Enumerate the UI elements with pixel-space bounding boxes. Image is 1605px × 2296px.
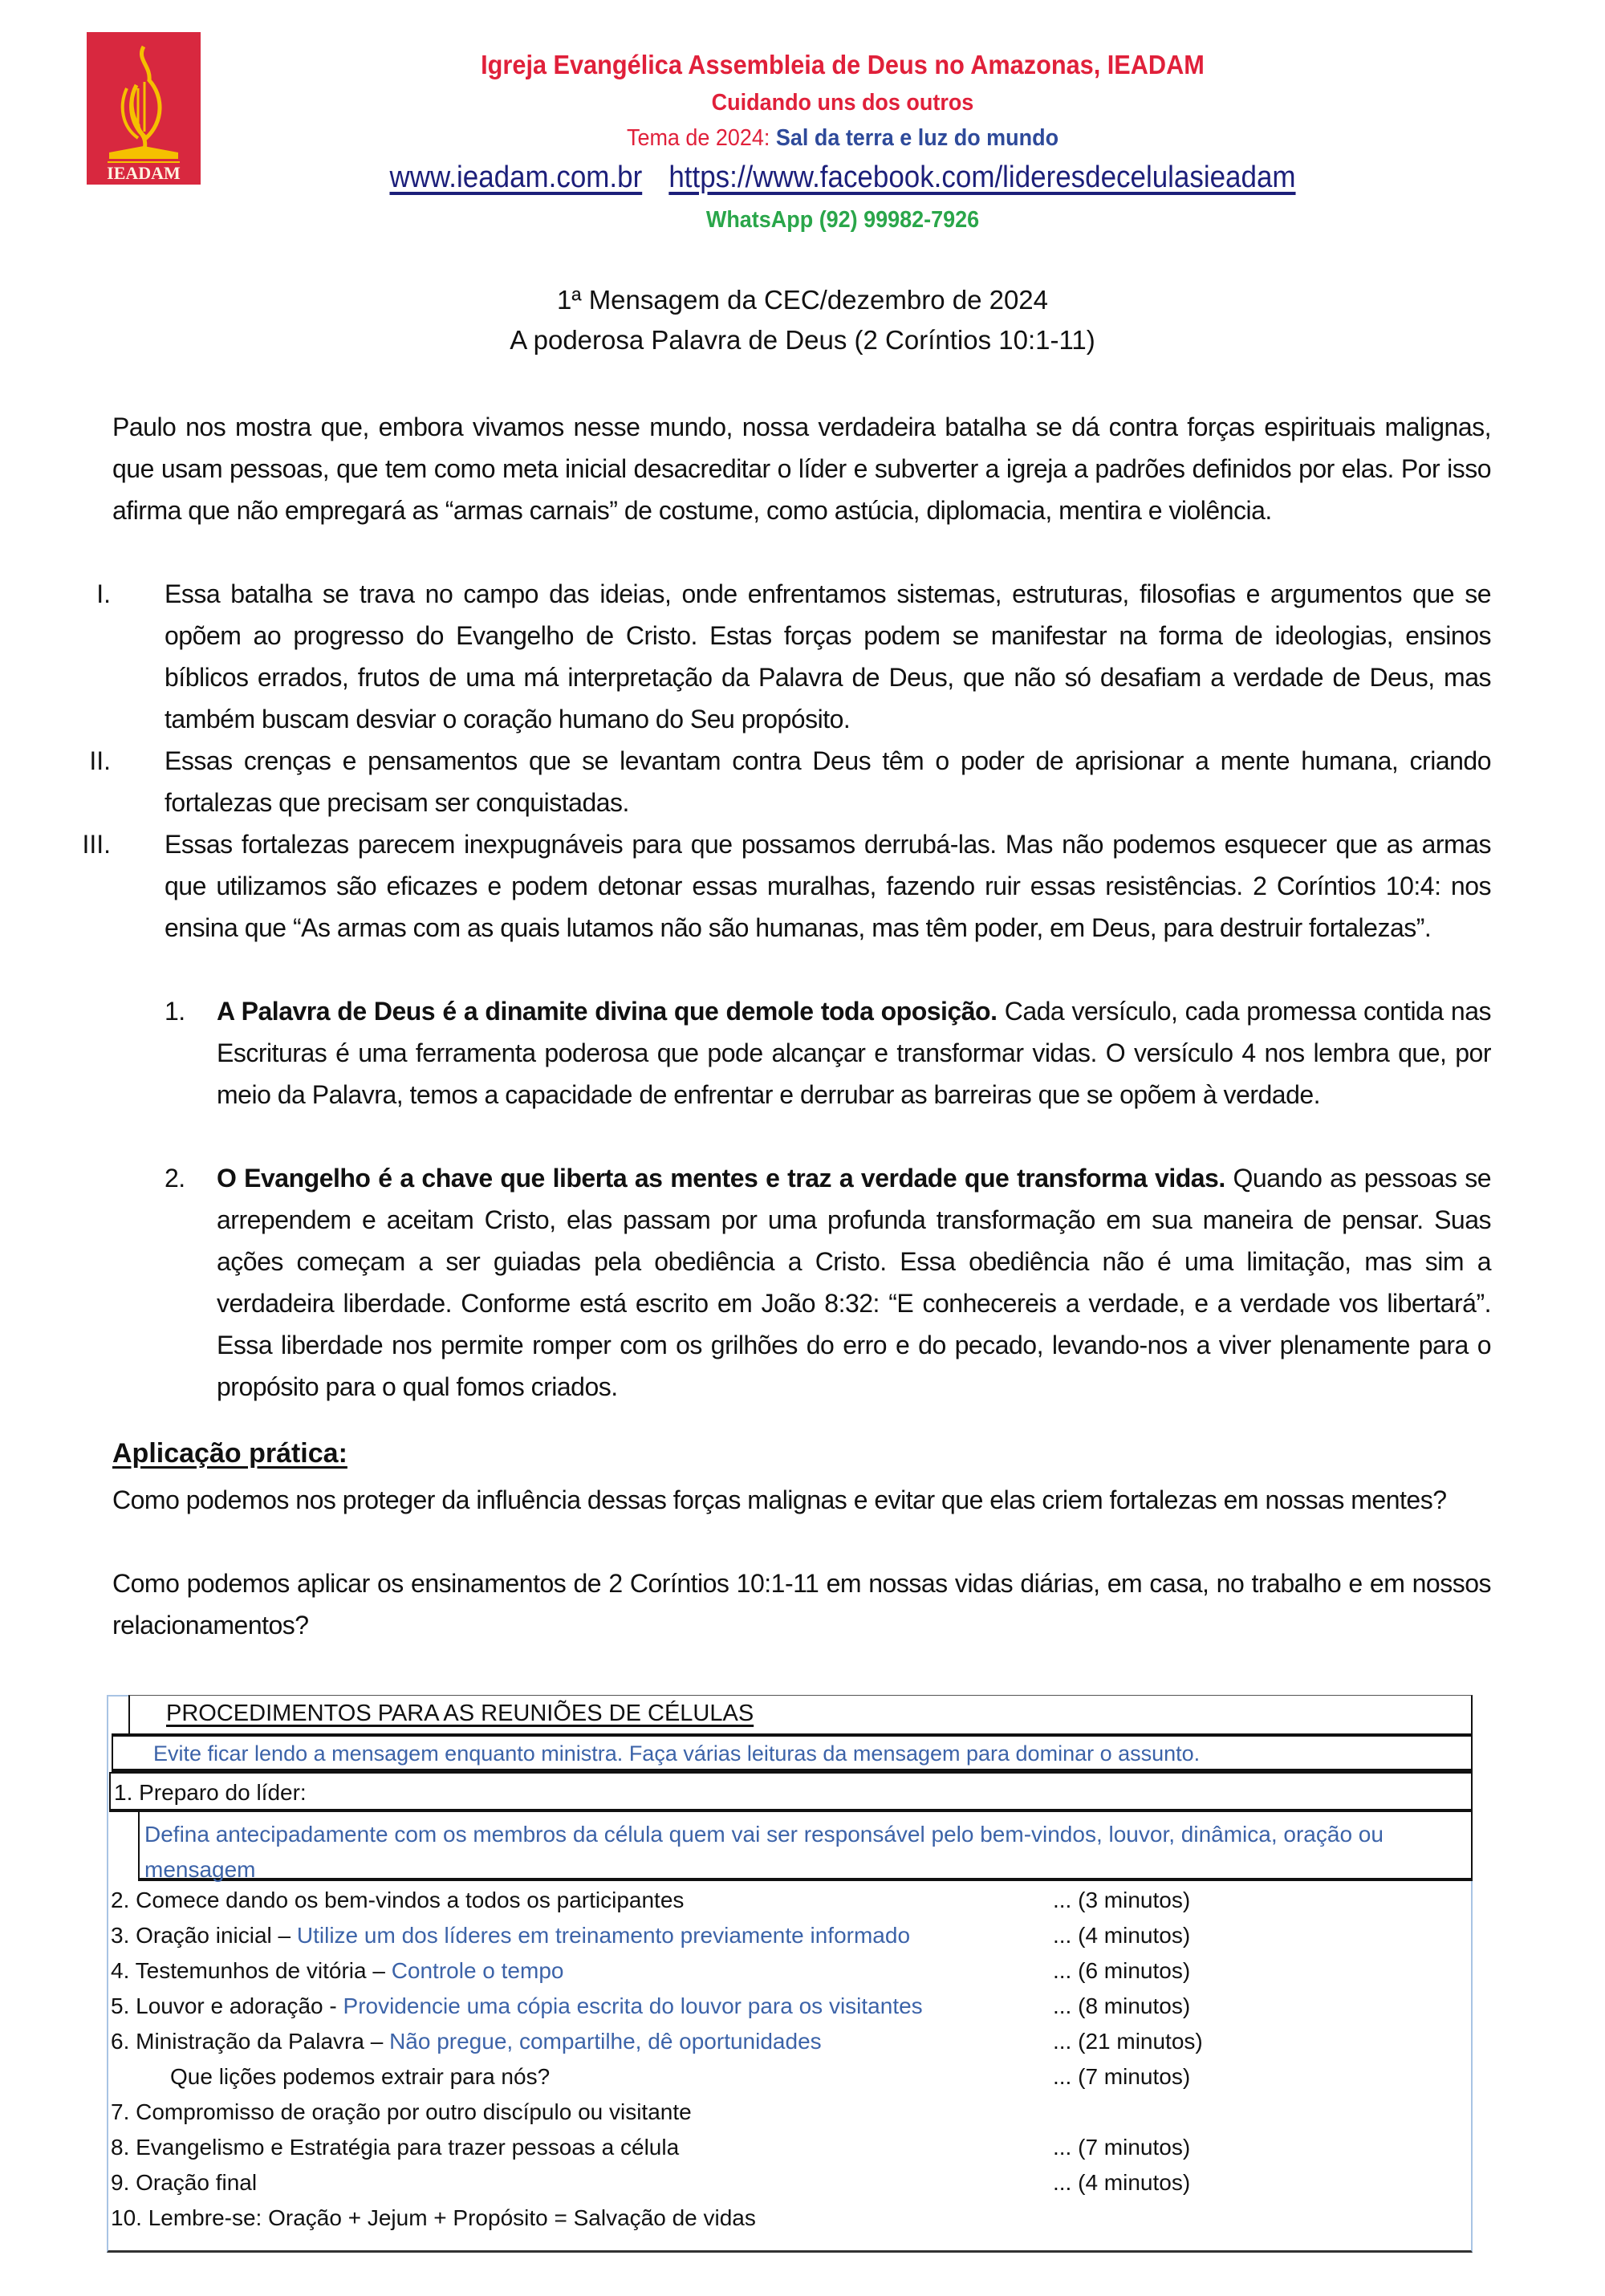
subpoint-1-text: Cada versículo, cada promessa contida nas Escrituras é uma ferramenta poderosa que pode alcançar e transformar vidas. O versículo 4 nos lembra que, por meio da Palavra, temos a capacidade de enfrentar e derrubar as barreiras que se opõem à verdade. (217, 997, 1492, 1109)
point-3-text: Essas fortalezas parecem inexpugnáveis para que possamos derrubá-las. Mas não podemos esquecer que as armas que utilizamos são eficazes e podem detonar essas muralhas, fazendo ruir essas resistências. 2 Coríntios 10:4: nos ensina que “As armas com as quais lutamos não são humanas, mas têm poder, em Deus, para destruir fortalezas”. (165, 830, 1491, 942)
step-time: ... (4 minutos) (1053, 2170, 1191, 2195)
subpoint-1 (217, 990, 1491, 1115)
step-row: 4. Testemunhos de vitória – Controle o tempo (111, 1958, 564, 1983)
point-number: III. (82, 830, 111, 859)
point-number: I. (96, 579, 111, 608)
leader-prep-label: 1. Preparo do líder: (114, 1780, 307, 1805)
logo-text: IEADAM (107, 163, 181, 183)
step-row: 5. Louvor e adoração - Providencie uma cópia escrita do louvor para os visitantes (111, 1993, 923, 2018)
application-question-1: Como podemos nos proteger da influência dessas forças malignas e evitar que elas criem fortalezas em nossas mentes? (112, 1485, 1447, 1514)
point-2-text: Essas crenças e pensamentos que se levantam contra Deus têm o poder de aprisionar a mente humana, criando fortalezas que precisam ser conquistadas. (165, 746, 1491, 817)
subpoint-2-heading: O Evangelho é a chave que liberta as mentes e traz a verdade que transforma vidas. (217, 1164, 1225, 1193)
step-time: ... (4 minutos) (1053, 1923, 1191, 1948)
step-row: 9. Oração final (111, 2170, 258, 2195)
leader-prep-cell (109, 1772, 1473, 1812)
message-subtitle: 1ª Mensagem da CEC/dezembro de 2024 (556, 285, 1049, 315)
point-1-text: Essa batalha se trava no campo das ideias, onde enfrentamos sistemas, estruturas, filosofias e argumentos que se opõem ao progresso do Evangelho de Cristo. Estas forças podem se manifestar na forma de ideologias, ensinos bíblicos errados, frutos de uma má interpretação da Palavra de Deus, que não só desafiam a verdade de Deus, mas também buscam desviar o coração humano do Seu propósito. (165, 579, 1491, 734)
step-time: ... (6 minutos) (1053, 1958, 1191, 1983)
facebook-link[interactable]: https://www.facebook.com/lideresdecelulasieadam (668, 161, 1296, 194)
step-row: 8. Evangelismo e Estratégia para trazer pessoas a célula (111, 2135, 680, 2160)
step-time: ... (7 minutos) (1053, 2135, 1191, 2160)
theme-value: Sal da terra e luz do mundo (775, 125, 1059, 151)
step-row: 10. Lembre-se: Oração + Jejum + Propósito = Salvação de vidas (111, 2205, 756, 2230)
step-row: 6. Ministração da Palavra – Não pregue, compartilhe, dê oportunidades (111, 2029, 822, 2054)
procedures-tip: Evite ficar lendo a mensagem enquanto ministra. Faça várias leituras da mensagem para dominar o assunto. (153, 1741, 1201, 1766)
church-motto: Cuidando uns dos outros (711, 90, 974, 116)
ieadam-logo (87, 32, 201, 185)
leader-prep-note: Defina antecipadamente com os membros da célula quem vai ser responsável pelo bem-vindos, louvor, dinâmica, oração ou mensagem (144, 1822, 1384, 1882)
step-row: 7. Compromisso de oração por outro discípulo ou visitante (111, 2099, 692, 2124)
procedures-title-cell (128, 1695, 1473, 1735)
message-title: A poderosa Palavra de Deus (2 Coríntios 10:1-11) (510, 325, 1095, 355)
procedures-tip-cell (112, 1733, 1473, 1772)
website-link[interactable]: www.ieadam.com.br (389, 161, 643, 194)
application-heading: Aplicação prática: (112, 1438, 347, 1469)
intro-paragraph: Paulo nos mostra que, embora vivamos nesse mundo, nossa verdadeira batalha se dá contra forças espirituais malignas, que usam pessoas, que tem como meta inicial desacreditar o líder e subverter a igreja a padrões definidos por elas. Por isso afirma que não empregará as “armas carnais” de costume, como astúcia, diplomacia, mentira e violência. (112, 412, 1491, 525)
subpoint-2-text: Quando as pessoas se arrependem e aceitam Cristo, elas passam por uma profunda transformação em sua maneira de pensar. Suas ações começam a ser guiadas pela obediência a Cristo. Essa obediência não é uma limitação, mas sim a verdadeira liberdade. Conforme está escrito em João 8:32: “E conhecereis a verdade, e a verdade vos libertará”. Essa liberdade nos permite romper com os grilhões do erro e do pecado, levando-nos a viver plenamente para o propósito para o qual fomos criados. (217, 1164, 1492, 1401)
step-time: ... (3 minutos) (1053, 1888, 1191, 1912)
step-row: 3. Oração inicial – Utilize um dos líderes em treinamento previamente informado (111, 1923, 911, 1948)
subpoint-1-heading: A Palavra de Deus é a dinamite divina que demole toda oposição. (217, 997, 998, 1026)
links-row (289, 161, 1396, 195)
step-time: ... (21 minutos) (1053, 2029, 1203, 2054)
step-time: ... (8 minutos) (1053, 1993, 1191, 2018)
leader-prep-note-cell (138, 1810, 1473, 1881)
church-name: Igreja Evangélica Assembleia de Deus no Amazonas, IEADAM (481, 50, 1205, 79)
application-question-2: Como podemos aplicar os ensinamentos de 2 Coríntios 10:1-11 em nossas vidas diárias, em casa, no trabalho e em nossos relacionamentos? (112, 1569, 1491, 1640)
step-row: 2. Comece dando os bem-vindos a todos os participantes (111, 1888, 685, 1912)
whatsapp-contact: WhatsApp (92) 99982-7926 (705, 207, 980, 233)
procedures-title: PROCEDIMENTOS PARA AS REUNIÕES DE CÉLULAS (166, 1701, 754, 1726)
step-time: ... (7 minutos) (1053, 2064, 1191, 2089)
point-number: II. (89, 746, 111, 775)
subpoint-2 (217, 1157, 1491, 1408)
flame-bible-icon (87, 32, 201, 185)
year-theme (283, 125, 1403, 152)
step-row: Que lições podemos extrair para nós? (170, 2064, 551, 2089)
theme-label: Tema de 2024: (626, 125, 770, 151)
